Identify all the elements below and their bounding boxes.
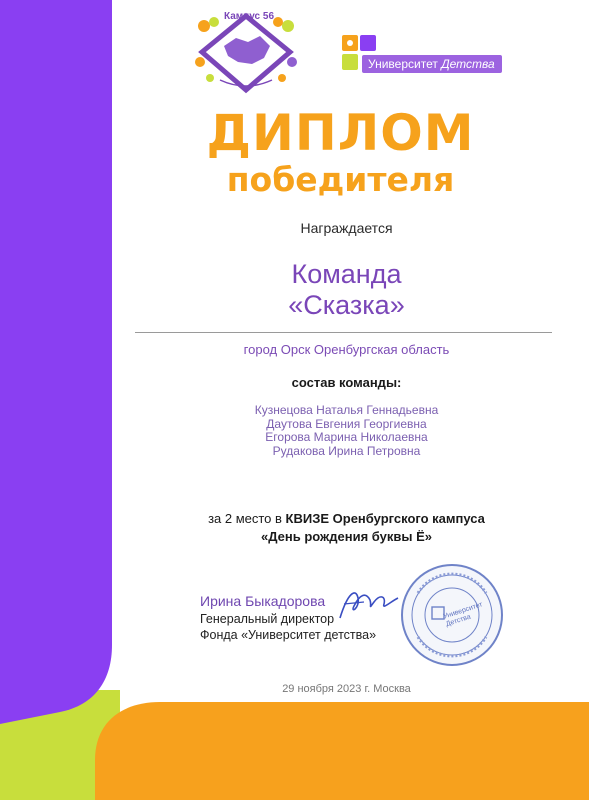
members-list (52, 404, 589, 458)
achievement (52, 510, 589, 546)
date-place: 29 ноября 2023 г. Москва (282, 683, 411, 695)
team-name-line2: «Сказка» (288, 290, 405, 320)
handwritten-signature (334, 584, 404, 624)
achievement-quiz: КВИЗЕ Оренбургского кампуса (285, 511, 485, 526)
achievement-prefix: за 2 место в (208, 511, 286, 526)
awarded-label: Награждается (300, 220, 393, 236)
diploma-title: ДИПЛОМ (206, 104, 475, 162)
signer-name: Ирина Быкадорова (200, 593, 326, 609)
member-item: Егорова Марина Николаевна (265, 430, 428, 444)
campus-label: Кампус 56 (224, 11, 274, 22)
member-item: Кузнецова Наталья Геннадьевна (254, 403, 439, 417)
members-title: состав команды: (291, 375, 402, 390)
stamp-text: Университет Детства (442, 601, 484, 629)
orange-band (95, 702, 589, 800)
event-name: «День рождения буквы Ё» (260, 529, 432, 544)
signer-position-line2: Фонда «Университет детства» (200, 628, 377, 642)
university-logo (340, 33, 502, 77)
university-name-part1: Университет (368, 57, 438, 71)
stamp (400, 563, 504, 667)
university-name-part2: Детства (441, 57, 495, 71)
diploma-subtitle: победителя (226, 160, 455, 199)
divider-line (135, 332, 552, 333)
signer-position-line1: Генеральный директор (200, 612, 335, 626)
team-name-line1: Команда (291, 259, 402, 289)
university-name-badge (362, 55, 502, 73)
member-item: Даутова Евгения Георгиевна (266, 416, 427, 431)
campus-56-logo (190, 12, 302, 94)
member-item: Рудакова Ирина Петровна (272, 443, 421, 458)
team-location: город Орск Оренбургская область (243, 342, 450, 357)
